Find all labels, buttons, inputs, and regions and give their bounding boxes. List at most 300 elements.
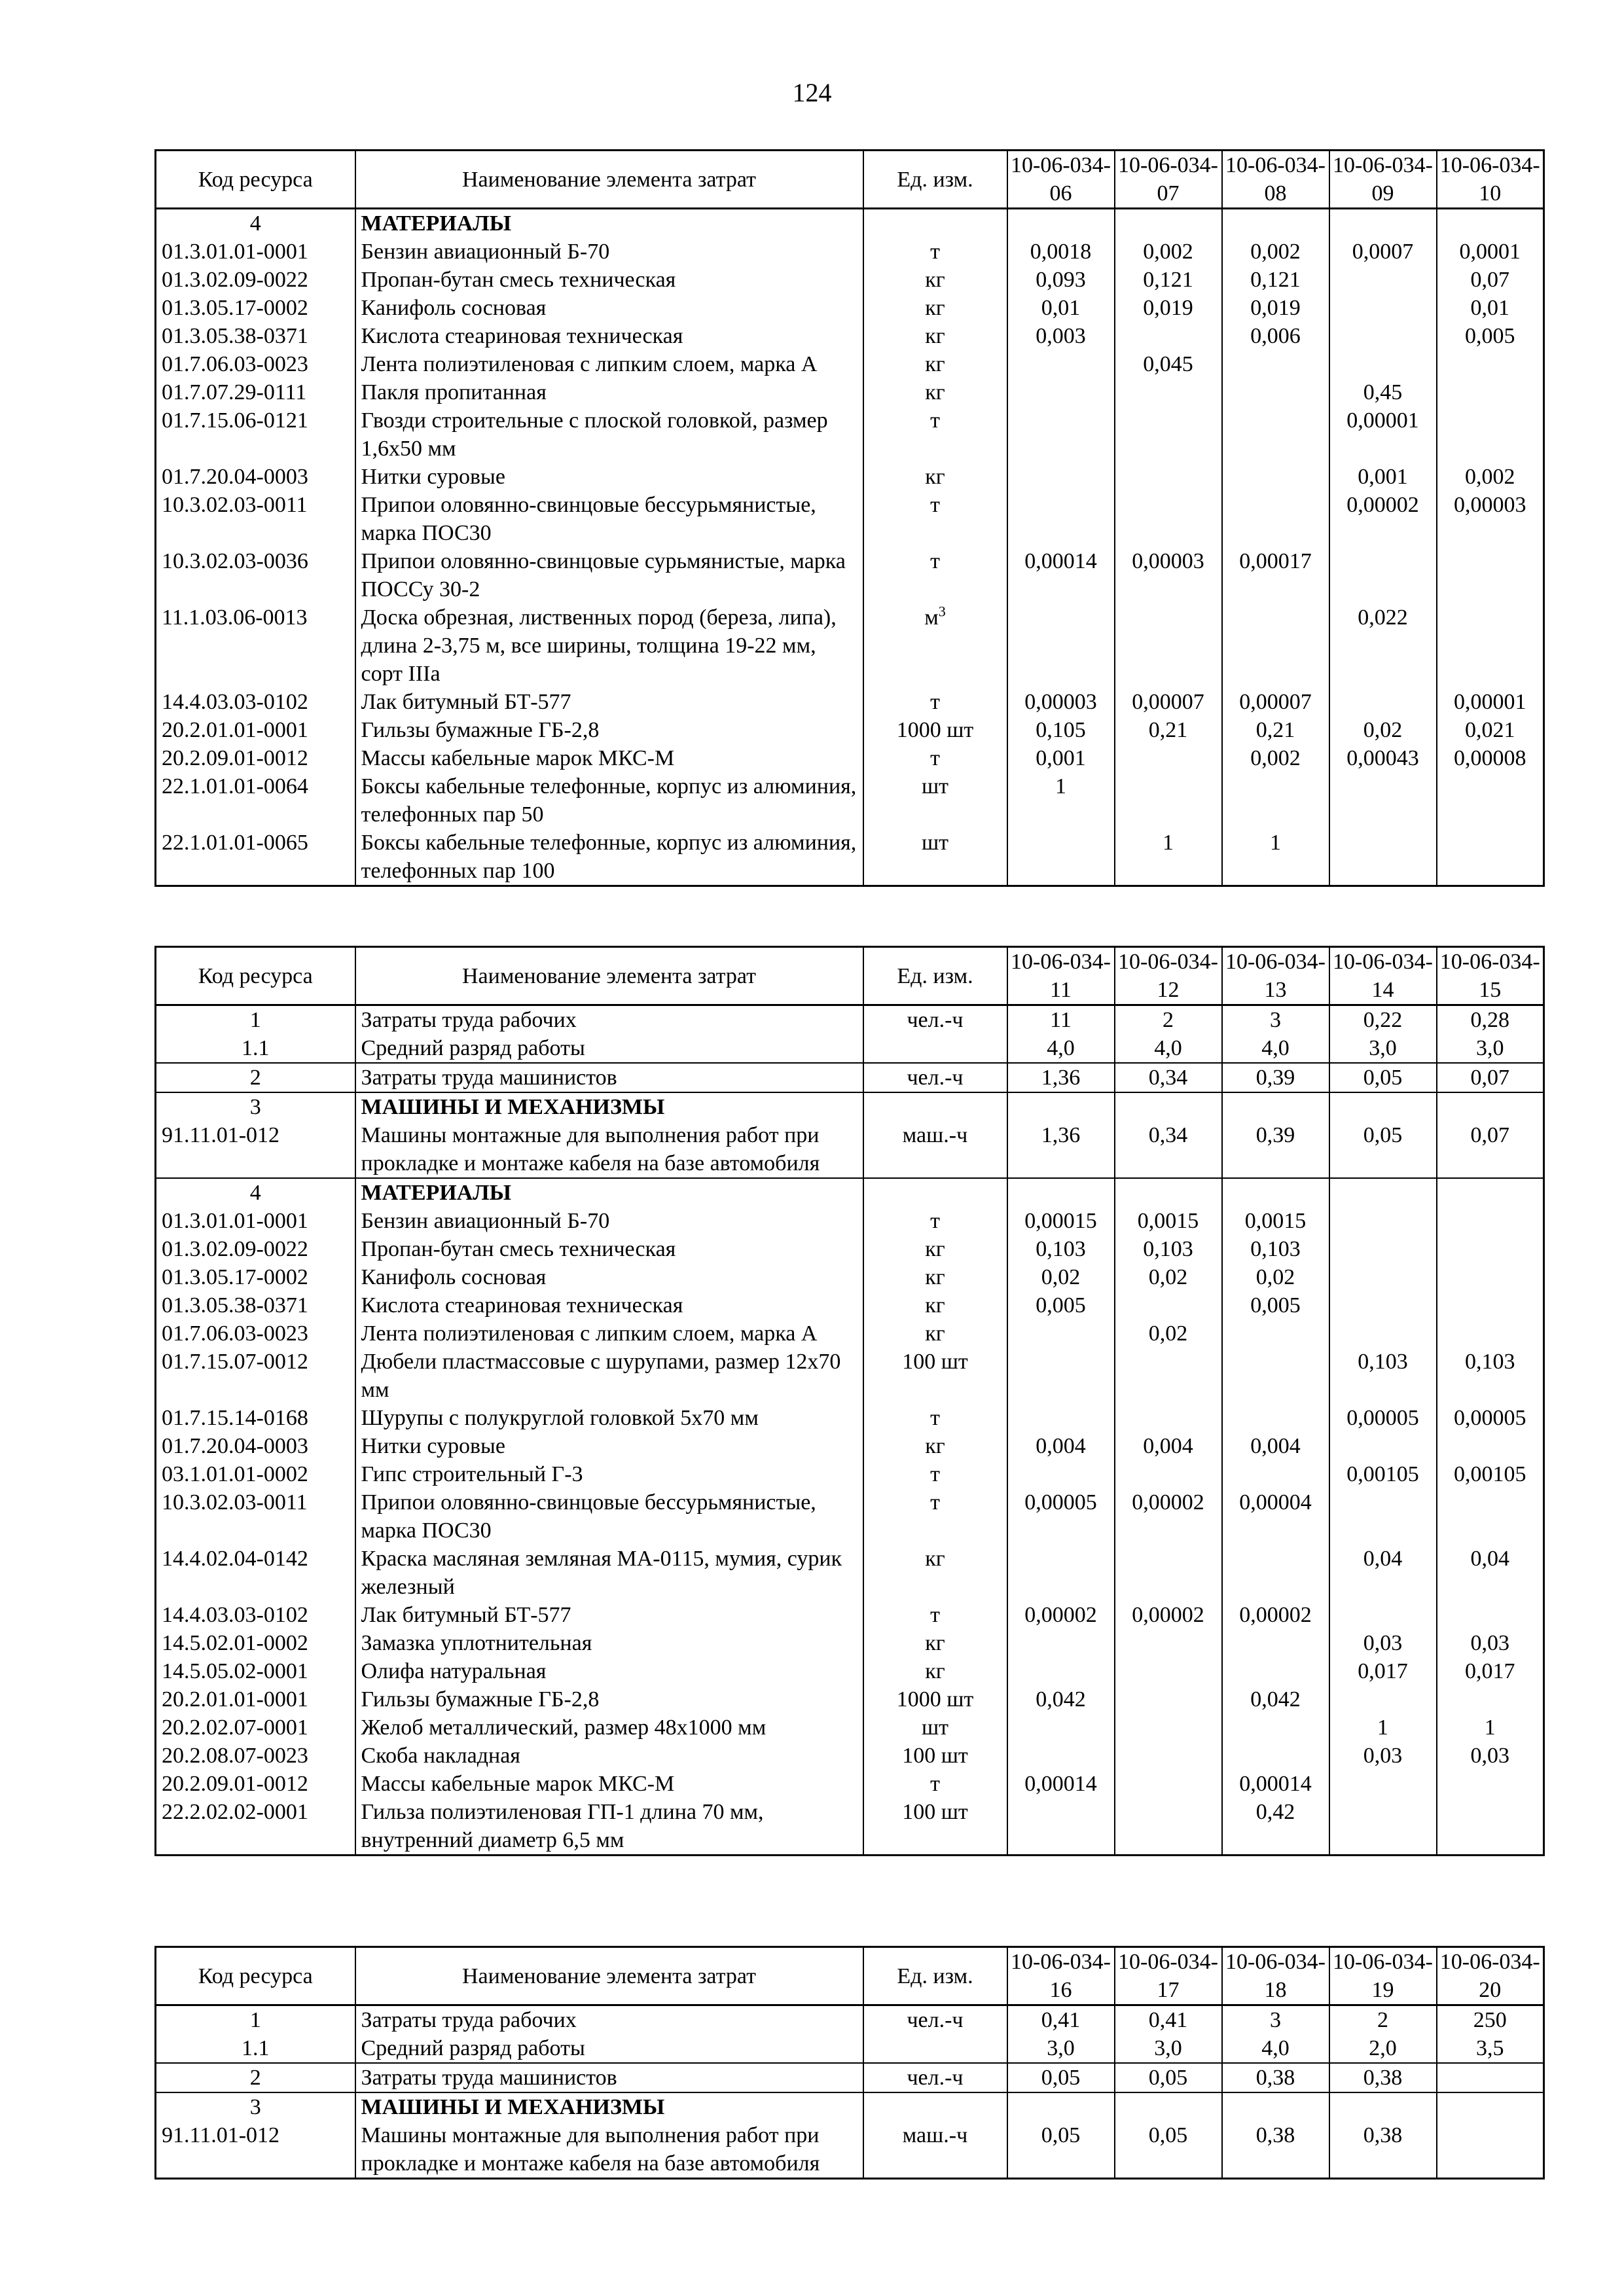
- unit-text: 1000 шт: [896, 1687, 974, 1712]
- norm-value: 0,00105: [1329, 1460, 1437, 1488]
- unit-of-measure: [863, 1432, 1007, 1460]
- norm-value: [1222, 603, 1329, 688]
- norm-value: 0,05: [1115, 2121, 1222, 2179]
- unit-of-measure: [863, 1770, 1007, 1798]
- norm-value: [1437, 209, 1544, 238]
- resource-code: 14.5.02.01-0002: [156, 1629, 355, 1657]
- unit-of-measure: [863, 1207, 1007, 1235]
- resource-table-1: [154, 149, 1545, 887]
- resource-code: 14.4.02.04-0142: [156, 1545, 355, 1601]
- norm-value: 0,00003: [1437, 491, 1544, 547]
- norm-value: 0,042: [1007, 1685, 1115, 1713]
- norm-value: 0,00017: [1222, 547, 1329, 603]
- unit-text: кг: [925, 1631, 945, 1655]
- header-row: [156, 1947, 1544, 2005]
- norm-value: [1222, 378, 1329, 406]
- unit-of-measure: [863, 406, 1007, 463]
- unit-of-measure: [863, 1685, 1007, 1713]
- norm-value: [1007, 1713, 1115, 1742]
- norm-value: 0,04: [1437, 1545, 1544, 1601]
- resource-code: 01.7.20.04-0003: [156, 1432, 355, 1460]
- norm-value: 1: [1437, 1713, 1544, 1742]
- unit-text: т: [930, 1490, 940, 1515]
- norm-value: [1222, 1178, 1329, 1207]
- unit-text: 1000 шт: [896, 718, 974, 742]
- resource-code: 01.7.15.06-0121: [156, 406, 355, 463]
- unit-of-measure: [863, 688, 1007, 716]
- resource-code: 91.11.01-012: [156, 2121, 355, 2179]
- norm-value: 0,01: [1007, 294, 1115, 322]
- table-row: [156, 1770, 1544, 1798]
- norm-value: 0,45: [1329, 378, 1437, 406]
- norm-value: 4,0: [1222, 2034, 1329, 2063]
- header-norm-code: 10-06-034-10: [1437, 151, 1544, 209]
- unit-text: кг: [925, 380, 945, 404]
- resource-code: 91.11.01-012: [156, 1121, 355, 1178]
- unit-text: кг: [925, 1434, 945, 1458]
- unit-text: кг: [925, 1265, 945, 1289]
- header-norm-code: 10-06-034-17: [1115, 1947, 1222, 2005]
- norm-value: [1437, 2121, 1544, 2179]
- section-row: [156, 2005, 1544, 2035]
- norm-value: 1: [1115, 829, 1222, 886]
- norm-value: [1115, 1629, 1222, 1657]
- norm-value: 0,121: [1115, 266, 1222, 294]
- norm-value: 0,105: [1007, 716, 1115, 744]
- unit-of-measure: [863, 1063, 1007, 1092]
- unit-text: т: [930, 1462, 940, 1486]
- section-row: [156, 2034, 1544, 2063]
- unit-of-measure: [863, 1798, 1007, 1856]
- norm-value: 0,00008: [1437, 744, 1544, 772]
- header-norm-code: 10-06-034-20: [1437, 1947, 1544, 2005]
- norm-value: 0,003: [1007, 322, 1115, 350]
- resource-name: Припои оловянно-свинцовые бессурьмянистые, марка ПОС30: [355, 1488, 863, 1545]
- unit-text: кг: [925, 1547, 945, 1571]
- norm-value: [1329, 1291, 1437, 1319]
- unit-text: шт: [921, 774, 949, 798]
- unit-of-measure: [863, 1601, 1007, 1629]
- unit-of-measure: [863, 491, 1007, 547]
- norm-value: [1329, 1319, 1437, 1348]
- norm-value: [1329, 547, 1437, 603]
- resource-name: Пропан-бутан смесь техническая: [355, 266, 863, 294]
- norm-value: 0,00001: [1329, 406, 1437, 463]
- unit-of-measure: [863, 1657, 1007, 1685]
- table-row: [156, 1488, 1544, 1545]
- unit-of-measure: [863, 1092, 1007, 1121]
- resource-name: МАШИНЫ И МЕХАНИЗМЫ: [355, 2092, 863, 2121]
- resource-name: Массы кабельные марок МКС-М: [355, 744, 863, 772]
- resource-code: 01.3.02.09-0022: [156, 266, 355, 294]
- resource-name: Бензин авиационный Б-70: [355, 238, 863, 266]
- header-name: Наименование элемента затрат: [355, 947, 863, 1005]
- norm-value: [1115, 1291, 1222, 1319]
- resource-code: 14.5.05.02-0001: [156, 1657, 355, 1685]
- table-row: [156, 1348, 1544, 1404]
- norm-value: 3,0: [1115, 2034, 1222, 2063]
- norm-value: 0,103: [1115, 1235, 1222, 1263]
- resource-name: Гильза полиэтиленовая ГП-1 длина 70 мм, внутренний диаметр 6,5 мм: [355, 1798, 863, 1856]
- unit-text: маш.-ч: [902, 1123, 968, 1147]
- resource-code: 22.2.02.02-0001: [156, 1798, 355, 1856]
- section-row: [156, 1063, 1544, 1092]
- unit-of-measure: [863, 463, 1007, 491]
- resource-name: МАТЕРИАЛЫ: [355, 1178, 863, 1207]
- resource-code: 1: [156, 1005, 355, 1035]
- resource-name: Машины монтажные для выполнения работ при прокладке и монтаже кабеля на базе автомобиля: [355, 1121, 863, 1178]
- norm-value: [1437, 1601, 1544, 1629]
- norm-value: 0,02: [1222, 1263, 1329, 1291]
- unit-text: чел.-ч: [907, 1008, 964, 1032]
- norm-value: [1329, 1092, 1437, 1121]
- norm-value: [1007, 1348, 1115, 1404]
- norm-value: [1329, 1235, 1437, 1263]
- norm-value: [1329, 688, 1437, 716]
- unit-superscript: 3: [938, 603, 946, 620]
- resource-code: 22.1.01.01-0064: [156, 772, 355, 829]
- resource-table-2: [154, 946, 1545, 1856]
- norm-value: 0,03: [1329, 1742, 1437, 1770]
- norm-value: 0,21: [1222, 716, 1329, 744]
- resource-code: 01.7.07.29-0111: [156, 378, 355, 406]
- norm-value: [1115, 209, 1222, 238]
- norm-value: 1,36: [1007, 1063, 1115, 1092]
- unit-of-measure: [863, 1742, 1007, 1770]
- norm-value: 0,07: [1437, 1063, 1544, 1092]
- norm-value: [1115, 1178, 1222, 1207]
- norm-value: 0,00005: [1329, 1404, 1437, 1432]
- section-row: [156, 1034, 1544, 1063]
- norm-value: [1222, 1460, 1329, 1488]
- table-row: [156, 1713, 1544, 1742]
- norm-value: [1007, 1404, 1115, 1432]
- resource-name: Шурупы с полукруглой головкой 5х70 мм: [355, 1404, 863, 1432]
- unit-text: кг: [925, 296, 945, 320]
- norm-value: 0,34: [1115, 1121, 1222, 1178]
- table-row: [156, 1798, 1544, 1856]
- norm-value: 0,05: [1329, 1063, 1437, 1092]
- norm-value: 1: [1222, 829, 1329, 886]
- norm-value: [1437, 2092, 1544, 2121]
- norm-value: [1222, 1404, 1329, 1432]
- table-row: [156, 1460, 1544, 1488]
- unit-text: кг: [925, 268, 945, 292]
- norm-value: [1329, 1601, 1437, 1629]
- norm-value: [1222, 1092, 1329, 1121]
- resource-name: Олифа натуральная: [355, 1657, 863, 1685]
- resource-code: 01.3.01.01-0001: [156, 1207, 355, 1235]
- unit-of-measure: [863, 266, 1007, 294]
- norm-value: [1329, 2092, 1437, 2121]
- header-row: [156, 151, 1544, 209]
- norm-value: [1437, 1770, 1544, 1798]
- norm-value: 0,28: [1437, 1005, 1544, 1035]
- norm-value: 0,00003: [1115, 547, 1222, 603]
- unit-of-measure: [863, 294, 1007, 322]
- norm-value: 0,021: [1437, 716, 1544, 744]
- unit-text: т: [930, 1772, 940, 1796]
- unit-text: т: [930, 1209, 940, 1233]
- norm-value: 0,002: [1437, 463, 1544, 491]
- norm-value: 1: [1007, 772, 1115, 829]
- unit-of-measure: [863, 1460, 1007, 1488]
- unit-of-measure: [863, 1488, 1007, 1545]
- unit-of-measure: [863, 744, 1007, 772]
- norm-value: 0,00014: [1007, 547, 1115, 603]
- table-row: [156, 716, 1544, 744]
- resource-name: Средний разряд работы: [355, 1034, 863, 1063]
- norm-value: [1007, 1657, 1115, 1685]
- unit-text: т: [930, 240, 940, 264]
- norm-value: [1437, 378, 1544, 406]
- norm-value: [1329, 294, 1437, 322]
- norm-value: 0,00005: [1437, 1404, 1544, 1432]
- resource-name: Припои оловянно-свинцовые бессурьмянистые, марка ПОС30: [355, 491, 863, 547]
- norm-value: [1115, 1460, 1222, 1488]
- norm-value: 0,00002: [1222, 1601, 1329, 1629]
- norm-value: [1007, 1742, 1115, 1770]
- resource-code: 10.3.02.03-0011: [156, 491, 355, 547]
- norm-value: 0,39: [1222, 1063, 1329, 1092]
- norm-value: [1222, 2092, 1329, 2121]
- unit-of-measure: [863, 829, 1007, 886]
- unit-of-measure: [863, 1235, 1007, 1263]
- resource-code: 01.3.05.38-0371: [156, 322, 355, 350]
- resource-name: Гипс строительный Г-3: [355, 1460, 863, 1488]
- resource-code: 20.2.08.07-0023: [156, 1742, 355, 1770]
- header-norm-code: 10-06-034-15: [1437, 947, 1544, 1005]
- norm-value: [1329, 772, 1437, 829]
- norm-value: 3: [1222, 1005, 1329, 1035]
- norm-value: [1329, 1207, 1437, 1235]
- norm-value: 0,0015: [1115, 1207, 1222, 1235]
- norm-value: [1007, 209, 1115, 238]
- resource-code: 11.1.03.06-0013: [156, 603, 355, 688]
- resource-name: Лента полиэтиленовая с липким слоем, марка А: [355, 350, 863, 378]
- norm-value: [1437, 1235, 1544, 1263]
- resource-name: Затраты труда машинистов: [355, 2063, 863, 2092]
- norm-value: 2: [1115, 1005, 1222, 1035]
- norm-value: 0,38: [1329, 2063, 1437, 2092]
- unit-of-measure: [863, 1263, 1007, 1291]
- resource-code: 3: [156, 2092, 355, 2121]
- header-code: Код ресурса: [156, 1947, 355, 2005]
- norm-value: [1222, 1629, 1329, 1657]
- norm-value: 0,022: [1329, 603, 1437, 688]
- unit-of-measure: [863, 238, 1007, 266]
- unit-text: кг: [925, 1293, 945, 1318]
- unit-text: 100 шт: [902, 1800, 968, 1824]
- norm-value: [1437, 1092, 1544, 1121]
- norm-value: [1437, 2063, 1544, 2092]
- table-row: [156, 772, 1544, 829]
- norm-value: [1115, 772, 1222, 829]
- header-norm-code: 10-06-034-14: [1329, 947, 1437, 1005]
- section-row: [156, 209, 1544, 238]
- resource-name: Лак битумный БТ-577: [355, 1601, 863, 1629]
- norm-value: 0,002: [1222, 238, 1329, 266]
- unit-of-measure: [863, 2063, 1007, 2092]
- norm-value: [1115, 1713, 1222, 1742]
- norm-value: [1115, 1770, 1222, 1798]
- norm-value: 0,017: [1329, 1657, 1437, 1685]
- norm-value: [1329, 1488, 1437, 1545]
- unit-text: т: [930, 408, 940, 433]
- norm-value: 0,00007: [1222, 688, 1329, 716]
- norm-value: 0,002: [1115, 238, 1222, 266]
- norm-value: 1,36: [1007, 1121, 1115, 1178]
- norm-value: [1115, 378, 1222, 406]
- resource-code: 14.4.03.03-0102: [156, 1601, 355, 1629]
- norm-value: 0,0018: [1007, 238, 1115, 266]
- table-row: [156, 238, 1544, 266]
- resource-code: 4: [156, 1178, 355, 1207]
- norm-value: [1222, 1657, 1329, 1685]
- resource-name: Гвозди строительные с плоской головкой, размер 1,6х50 мм: [355, 406, 863, 463]
- header-unit: Ед. изм.: [863, 151, 1007, 209]
- norm-value: 0,0001: [1437, 238, 1544, 266]
- unit-text: чел.-ч: [907, 2008, 964, 2032]
- unit-of-measure: [863, 1713, 1007, 1742]
- resource-code: 01.3.05.17-0002: [156, 294, 355, 322]
- table-row: [156, 294, 1544, 322]
- norm-value: 0,001: [1007, 744, 1115, 772]
- unit-text: т: [930, 493, 940, 517]
- norm-value: 0,03: [1329, 1629, 1437, 1657]
- resource-code: 20.2.02.07-0001: [156, 1713, 355, 1742]
- section-row: [156, 1005, 1544, 1035]
- norm-value: [1437, 547, 1544, 603]
- unit-text: т: [930, 549, 940, 573]
- norm-value: [1115, 322, 1222, 350]
- resource-name: Бензин авиационный Б-70: [355, 1207, 863, 1235]
- resource-name: Канифоль сосновая: [355, 294, 863, 322]
- table-row: [156, 1601, 1544, 1629]
- resource-name: Пакля пропитанная: [355, 378, 863, 406]
- unit-of-measure: [863, 1121, 1007, 1178]
- unit-of-measure: [863, 350, 1007, 378]
- norm-value: 0,0015: [1222, 1207, 1329, 1235]
- norm-value: 0,005: [1437, 322, 1544, 350]
- norm-value: 4,0: [1007, 1034, 1115, 1063]
- unit-text: т: [930, 690, 940, 714]
- norm-value: [1007, 829, 1115, 886]
- unit-text: кг: [925, 1659, 945, 1683]
- unit-of-measure: [863, 716, 1007, 744]
- unit-text: шт: [921, 1715, 949, 1740]
- resource-name: Лак битумный БТ-577: [355, 688, 863, 716]
- unit-text: т: [930, 746, 940, 770]
- norm-value: 0,045: [1115, 350, 1222, 378]
- table-row: [156, 350, 1544, 378]
- header-unit: Ед. изм.: [863, 1947, 1007, 2005]
- norm-value: [1437, 1432, 1544, 1460]
- norm-value: 2,0: [1329, 2034, 1437, 2063]
- unit-text: 100 шт: [902, 1744, 968, 1768]
- header-code: Код ресурса: [156, 947, 355, 1005]
- resource-name: Затраты труда рабочих: [355, 2005, 863, 2035]
- norm-value: [1222, 1348, 1329, 1404]
- table-row: [156, 547, 1544, 603]
- norm-value: 0,02: [1115, 1263, 1222, 1291]
- unit-text: т: [930, 1406, 940, 1430]
- norm-value: 0,002: [1222, 744, 1329, 772]
- norm-value: 0,019: [1222, 294, 1329, 322]
- norm-value: [1437, 1488, 1544, 1545]
- norm-value: 0,07: [1437, 1121, 1544, 1178]
- norm-value: 0,05: [1115, 2063, 1222, 2092]
- norm-value: 3,0: [1437, 1034, 1544, 1063]
- norm-value: 0,03: [1437, 1742, 1544, 1770]
- norm-value: 0,02: [1007, 1263, 1115, 1291]
- resource-code: 4: [156, 209, 355, 238]
- table-row: [156, 2121, 1544, 2179]
- norm-value: 0,00043: [1329, 744, 1437, 772]
- norm-value: 0,04: [1329, 1545, 1437, 1601]
- norm-value: [1437, 1319, 1544, 1348]
- norm-value: [1007, 491, 1115, 547]
- header-norm-code: 10-06-034-19: [1329, 1947, 1437, 2005]
- unit-of-measure: [863, 378, 1007, 406]
- table-row: [156, 1263, 1544, 1291]
- norm-value: [1115, 406, 1222, 463]
- norm-value: [1007, 1545, 1115, 1601]
- unit-text: чел.-ч: [907, 2066, 964, 2090]
- norm-value: [1222, 350, 1329, 378]
- header-norm-code: 10-06-034-16: [1007, 1947, 1115, 2005]
- norm-value: [1115, 463, 1222, 491]
- norm-value: 0,103: [1329, 1348, 1437, 1404]
- resource-name: Затраты труда рабочих: [355, 1005, 863, 1035]
- norm-value: 0,38: [1222, 2063, 1329, 2092]
- norm-value: 0,00001: [1437, 688, 1544, 716]
- unit-of-measure: [863, 209, 1007, 238]
- norm-value: [1437, 1798, 1544, 1856]
- unit-of-measure: [863, 2092, 1007, 2121]
- norm-value: [1329, 209, 1437, 238]
- resource-name: Боксы кабельные телефонные, корпус из алюминия, телефонных пар 100: [355, 829, 863, 886]
- unit-text: кг: [925, 352, 945, 376]
- resource-code: 01.7.20.04-0003: [156, 463, 355, 491]
- norm-value: 0,00105: [1437, 1460, 1544, 1488]
- header-unit: Ед. изм.: [863, 947, 1007, 1005]
- resource-name: Нитки суровые: [355, 463, 863, 491]
- norm-value: 2: [1329, 2005, 1437, 2035]
- table-row: [156, 1629, 1544, 1657]
- table-row: [156, 1319, 1544, 1348]
- unit-of-measure: [863, 1545, 1007, 1601]
- unit-of-measure: [863, 2034, 1007, 2063]
- norm-value: [1007, 406, 1115, 463]
- norm-value: 0,00007: [1115, 688, 1222, 716]
- norm-value: [1007, 1629, 1115, 1657]
- unit-of-measure: [863, 2005, 1007, 2035]
- table-row: [156, 463, 1544, 491]
- resource-name: Массы кабельные марок МКС-М: [355, 1770, 863, 1798]
- norm-value: 0,41: [1115, 2005, 1222, 2035]
- table-row: [156, 406, 1544, 463]
- norm-value: 0,006: [1222, 322, 1329, 350]
- table-row: [156, 688, 1544, 716]
- norm-value: 0,103: [1007, 1235, 1115, 1263]
- resource-name: Краска масляная земляная МА-0115, мумия, сурик железный: [355, 1545, 863, 1601]
- resource-name: Машины монтажные для выполнения работ при прокладке и монтаже кабеля на базе автомобиля: [355, 2121, 863, 2179]
- norm-value: 0,103: [1437, 1348, 1544, 1404]
- resource-code: 20.2.09.01-0012: [156, 744, 355, 772]
- norm-value: 0,03: [1437, 1629, 1544, 1657]
- norm-value: [1115, 1545, 1222, 1601]
